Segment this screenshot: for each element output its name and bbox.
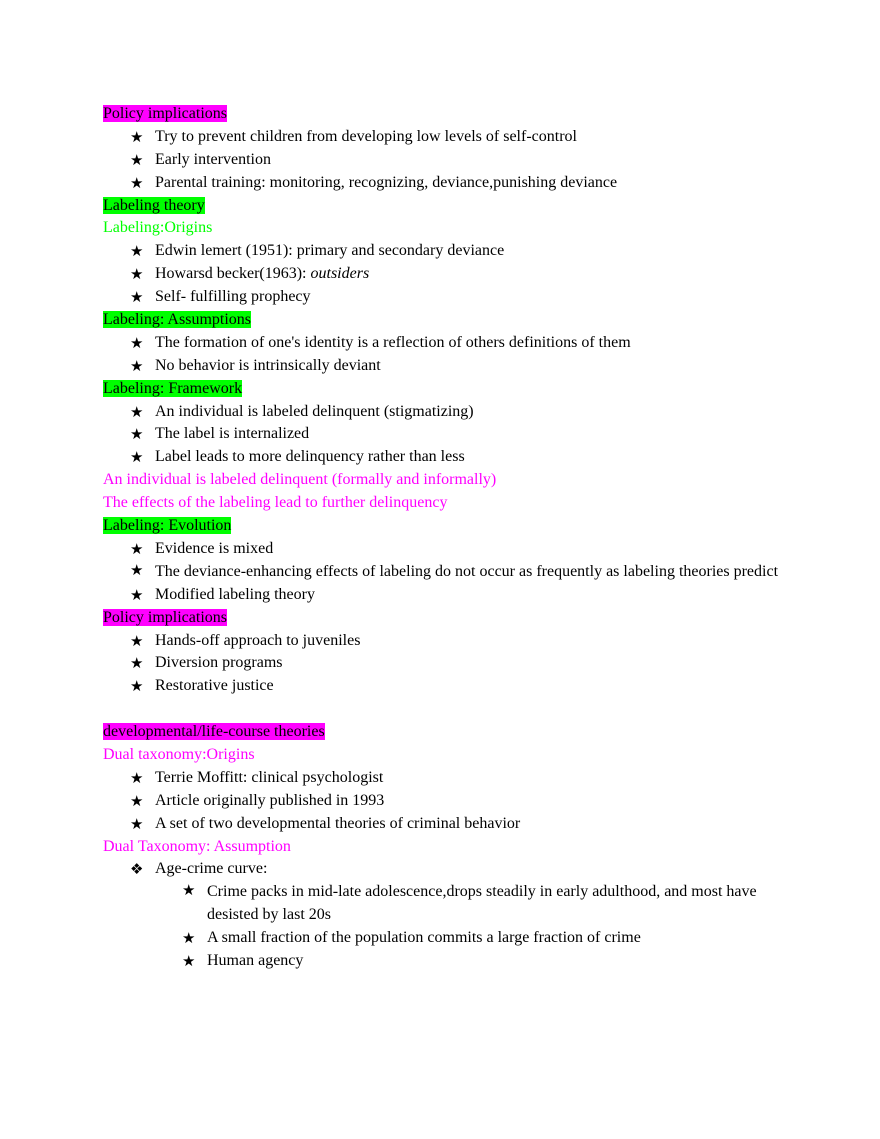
list-item: ★ A set of two developmental theories of criminal behavior (103, 813, 803, 836)
star-icon: ★ (130, 585, 144, 604)
subheading-labeling-origins: Labeling:Origins (103, 219, 213, 237)
heading-policy-implications (103, 103, 803, 126)
list-item: ★ Crime packs in mid-late adolescence,drops steadily in early adulthood, and most have desisted by last 20s (182, 881, 757, 924)
star-icon: ★ (130, 242, 144, 261)
list-item: ★ An individual is labeled delinquent (stigmatizing) (103, 401, 803, 424)
star-icon: ★ (130, 768, 144, 787)
framework-note: The effects of the labeling lead to further delinquency (103, 494, 448, 512)
star-icon: ★ (182, 881, 196, 900)
list-item: ★ Try to prevent children from developing low levels of self-control (103, 126, 803, 149)
list-item: ★ Terrie Moffitt: clinical psychologist (103, 767, 803, 790)
list-item: ★ Evidence is mixed (103, 538, 803, 561)
subheading-dual-taxonomy-assumption: Dual Taxonomy: Assumption (103, 837, 291, 855)
heading-labeling-assumptions: Labeling: Assumptions (103, 311, 251, 329)
star-icon: ★ (130, 127, 144, 146)
heading-text: Policy implications (103, 105, 227, 122)
star-icon: ★ (130, 288, 144, 307)
list-item: ★ No behavior is intrinsically deviant (103, 355, 803, 378)
list-item: ★ The formation of one's identity is a reflection of others definitions of them (103, 332, 803, 355)
star-icon: ★ (130, 539, 144, 558)
star-icon: ★ (130, 677, 144, 696)
star-icon: ★ (130, 448, 144, 467)
list-item: ★ Modified labeling theory (103, 584, 803, 607)
list-item: ★ Restorative justice (103, 675, 803, 698)
heading-policy-implications-2: Policy implications (103, 608, 227, 626)
spacer (103, 698, 803, 721)
list-item: ★ The label is internalized (103, 423, 803, 446)
star-icon: ★ (182, 929, 196, 948)
star-icon: ★ (182, 952, 196, 970)
list-item: ❖ Age-crime curve: (103, 858, 803, 881)
heading-developmental: developmental/life-course theories (103, 723, 325, 741)
list-item: ★ The deviance-enhancing effects of labeling do not occur as frequently as labeling theories predict (130, 560, 779, 580)
list-item: ★ Label leads to more delinquency rather than less (103, 446, 803, 469)
star-icon: ★ (130, 265, 144, 284)
heading-labeling-framework: Labeling: Framework (103, 379, 243, 397)
list-item: ★ Hands-off approach to juveniles (103, 630, 803, 653)
star-icon: ★ (130, 402, 144, 421)
star-icon: ★ (130, 791, 144, 810)
diamond-icon: ❖ (130, 860, 144, 879)
star-icon: ★ (130, 333, 144, 352)
framework-note: An individual is labeled delinquent (formally and informally) (103, 471, 497, 489)
subheading-dual-taxonomy-origins: Dual taxonomy:Origins (103, 745, 255, 763)
star-icon: ★ (130, 425, 144, 444)
list-item: ★ Early intervention (103, 149, 803, 172)
list-item: ★ Human agency (103, 950, 803, 973)
list-item: ★ Howarsd becker(1963): outsiders (103, 263, 803, 286)
list-item: ★ Parental training: monitoring, recognizing, deviance,punishing deviance (103, 172, 803, 195)
heading-labeling-theory: Labeling theory (103, 196, 205, 214)
star-icon: ★ (130, 560, 144, 579)
list-item: ★ Diversion programs (103, 652, 803, 675)
star-icon: ★ (130, 631, 144, 650)
star-icon: ★ (130, 654, 144, 673)
document-content (103, 103, 803, 973)
heading-labeling-evolution: Labeling: Evolution (103, 517, 232, 535)
star-icon: ★ (130, 356, 144, 375)
star-icon: ★ (130, 173, 144, 192)
list-item: ★ Article originally published in 1993 (103, 790, 803, 813)
list-item: ★ A small fraction of the population commits a large fraction of crime (103, 927, 803, 950)
list-item: ★ Self- fulfilling prophecy (103, 286, 803, 309)
star-icon: ★ (130, 814, 144, 833)
star-icon: ★ (130, 150, 144, 169)
list-item: ★ Edwin lemert (1951): primary and secondary deviance (103, 240, 803, 263)
